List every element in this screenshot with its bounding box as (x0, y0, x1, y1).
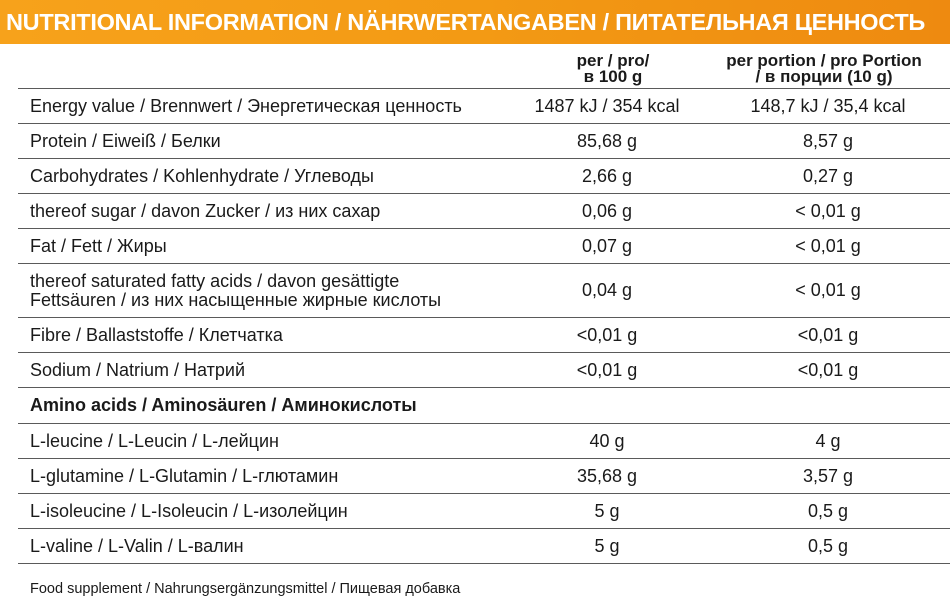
row-per-100g: 0,06 g (581, 200, 633, 221)
row-per-100g: 0,04 g (581, 280, 633, 300)
header-per-100g-line2: в 100 g (583, 67, 643, 86)
table-row-leucine (18, 424, 950, 459)
title-banner: NUTRITIONAL INFORMATION / NÄHRWERTANGABEN / ПИТАТЕЛЬНАЯ ЦЕННОСТЬ (0, 0, 950, 44)
table-row-isoleucine (18, 494, 950, 529)
row-label-line2: Fettsäuren / из них насыщенные жирные кислоты (30, 289, 442, 310)
row-per-100g: 35,68 g (576, 465, 638, 486)
row-label: L-glutamine / L-Glutamin / L-глютамин (30, 465, 339, 486)
amino-acids-heading: Amino acids / Aminosäuren / Аминокислоты (30, 395, 417, 415)
row-per-portion: <0,01 g (797, 359, 859, 380)
row-label: Sodium / Natrium / Натрий (30, 359, 246, 380)
row-label: L-isoleucine / L-Isoleucin / L-изолейцин (30, 500, 348, 521)
row-per-portion: < 0,01 g (795, 280, 861, 300)
table-row-fibre (18, 318, 950, 353)
row-per-100g: 5 g (594, 535, 620, 556)
row-per-portion: < 0,01 g (795, 235, 861, 256)
table-row-glutamine (18, 459, 950, 494)
row-label: Carbohydrates / Kohlenhydrate / Углеводы (30, 165, 374, 186)
row-per-portion: 8,57 g (802, 130, 854, 151)
row-per-100g: <0,01 g (576, 359, 638, 380)
row-per-portion: 0,27 g (802, 165, 854, 186)
table-row-sodium (18, 353, 950, 388)
row-label: L-leucine / L-Leucin / L-лейцин (30, 430, 279, 451)
header-per-portion (706, 53, 950, 85)
footnote: Food supplement / Nahrungsergänzungsmittel / Пищевая добавка (30, 581, 461, 597)
row-label: Energy value / Brennwert / Энергетическая ценность (30, 95, 462, 116)
row-per-100g: <0,01 g (576, 324, 638, 345)
row-label: thereof sugar / davon Zucker / из них сахар (30, 200, 381, 221)
row-per-100g: 2,66 g (581, 165, 633, 186)
header-per-portion-line1: per portion / pro Portion (726, 51, 922, 70)
header-per-portion-line2: / в порции (10 g) (755, 67, 893, 86)
row-per-portion: < 0,01 g (795, 200, 861, 221)
row-per-portion: <0,01 g (797, 324, 859, 345)
header-per-100g (508, 53, 706, 85)
row-per-100g: 5 g (594, 500, 620, 521)
header-per-100g-line1: per / pro/ (576, 51, 650, 70)
amino-acids-heading-row (18, 388, 950, 424)
row-per-100g: 1487 kJ / 354 kcal (534, 95, 680, 116)
table-row-fat (18, 229, 950, 264)
row-per-100g: 85,68 g (576, 130, 638, 151)
table-row-protein (18, 124, 950, 159)
table-row-sugar (18, 194, 950, 229)
row-label-line1: thereof saturated fatty acids / davon gesättigte (30, 270, 400, 291)
row-label: Fat / Fett / Жиры (30, 235, 167, 256)
row-per-100g: 40 g (589, 430, 625, 451)
nutrition-table (18, 52, 950, 564)
row-label: Protein / Eiweiß / Белки (30, 130, 221, 151)
row-label: Fibre / Ballaststoffe / Клетчатка (30, 324, 283, 345)
table-header-row (18, 52, 950, 89)
table-row-carbohydrates (18, 159, 950, 194)
row-per-portion: 0,5 g (807, 500, 849, 521)
row-label: L-valine / L-Valin / L-валин (30, 535, 244, 556)
table-row-energy (18, 89, 950, 124)
row-per-portion: 0,5 g (807, 535, 849, 556)
row-per-100g: 0,07 g (581, 235, 633, 256)
table-row-valine (18, 529, 950, 564)
table-row-saturated-fat (18, 264, 950, 318)
row-label (18, 272, 508, 310)
row-per-portion: 4 g (815, 430, 841, 451)
row-per-portion: 3,57 g (802, 465, 854, 486)
row-per-portion: 148,7 kJ / 35,4 kcal (750, 95, 906, 116)
